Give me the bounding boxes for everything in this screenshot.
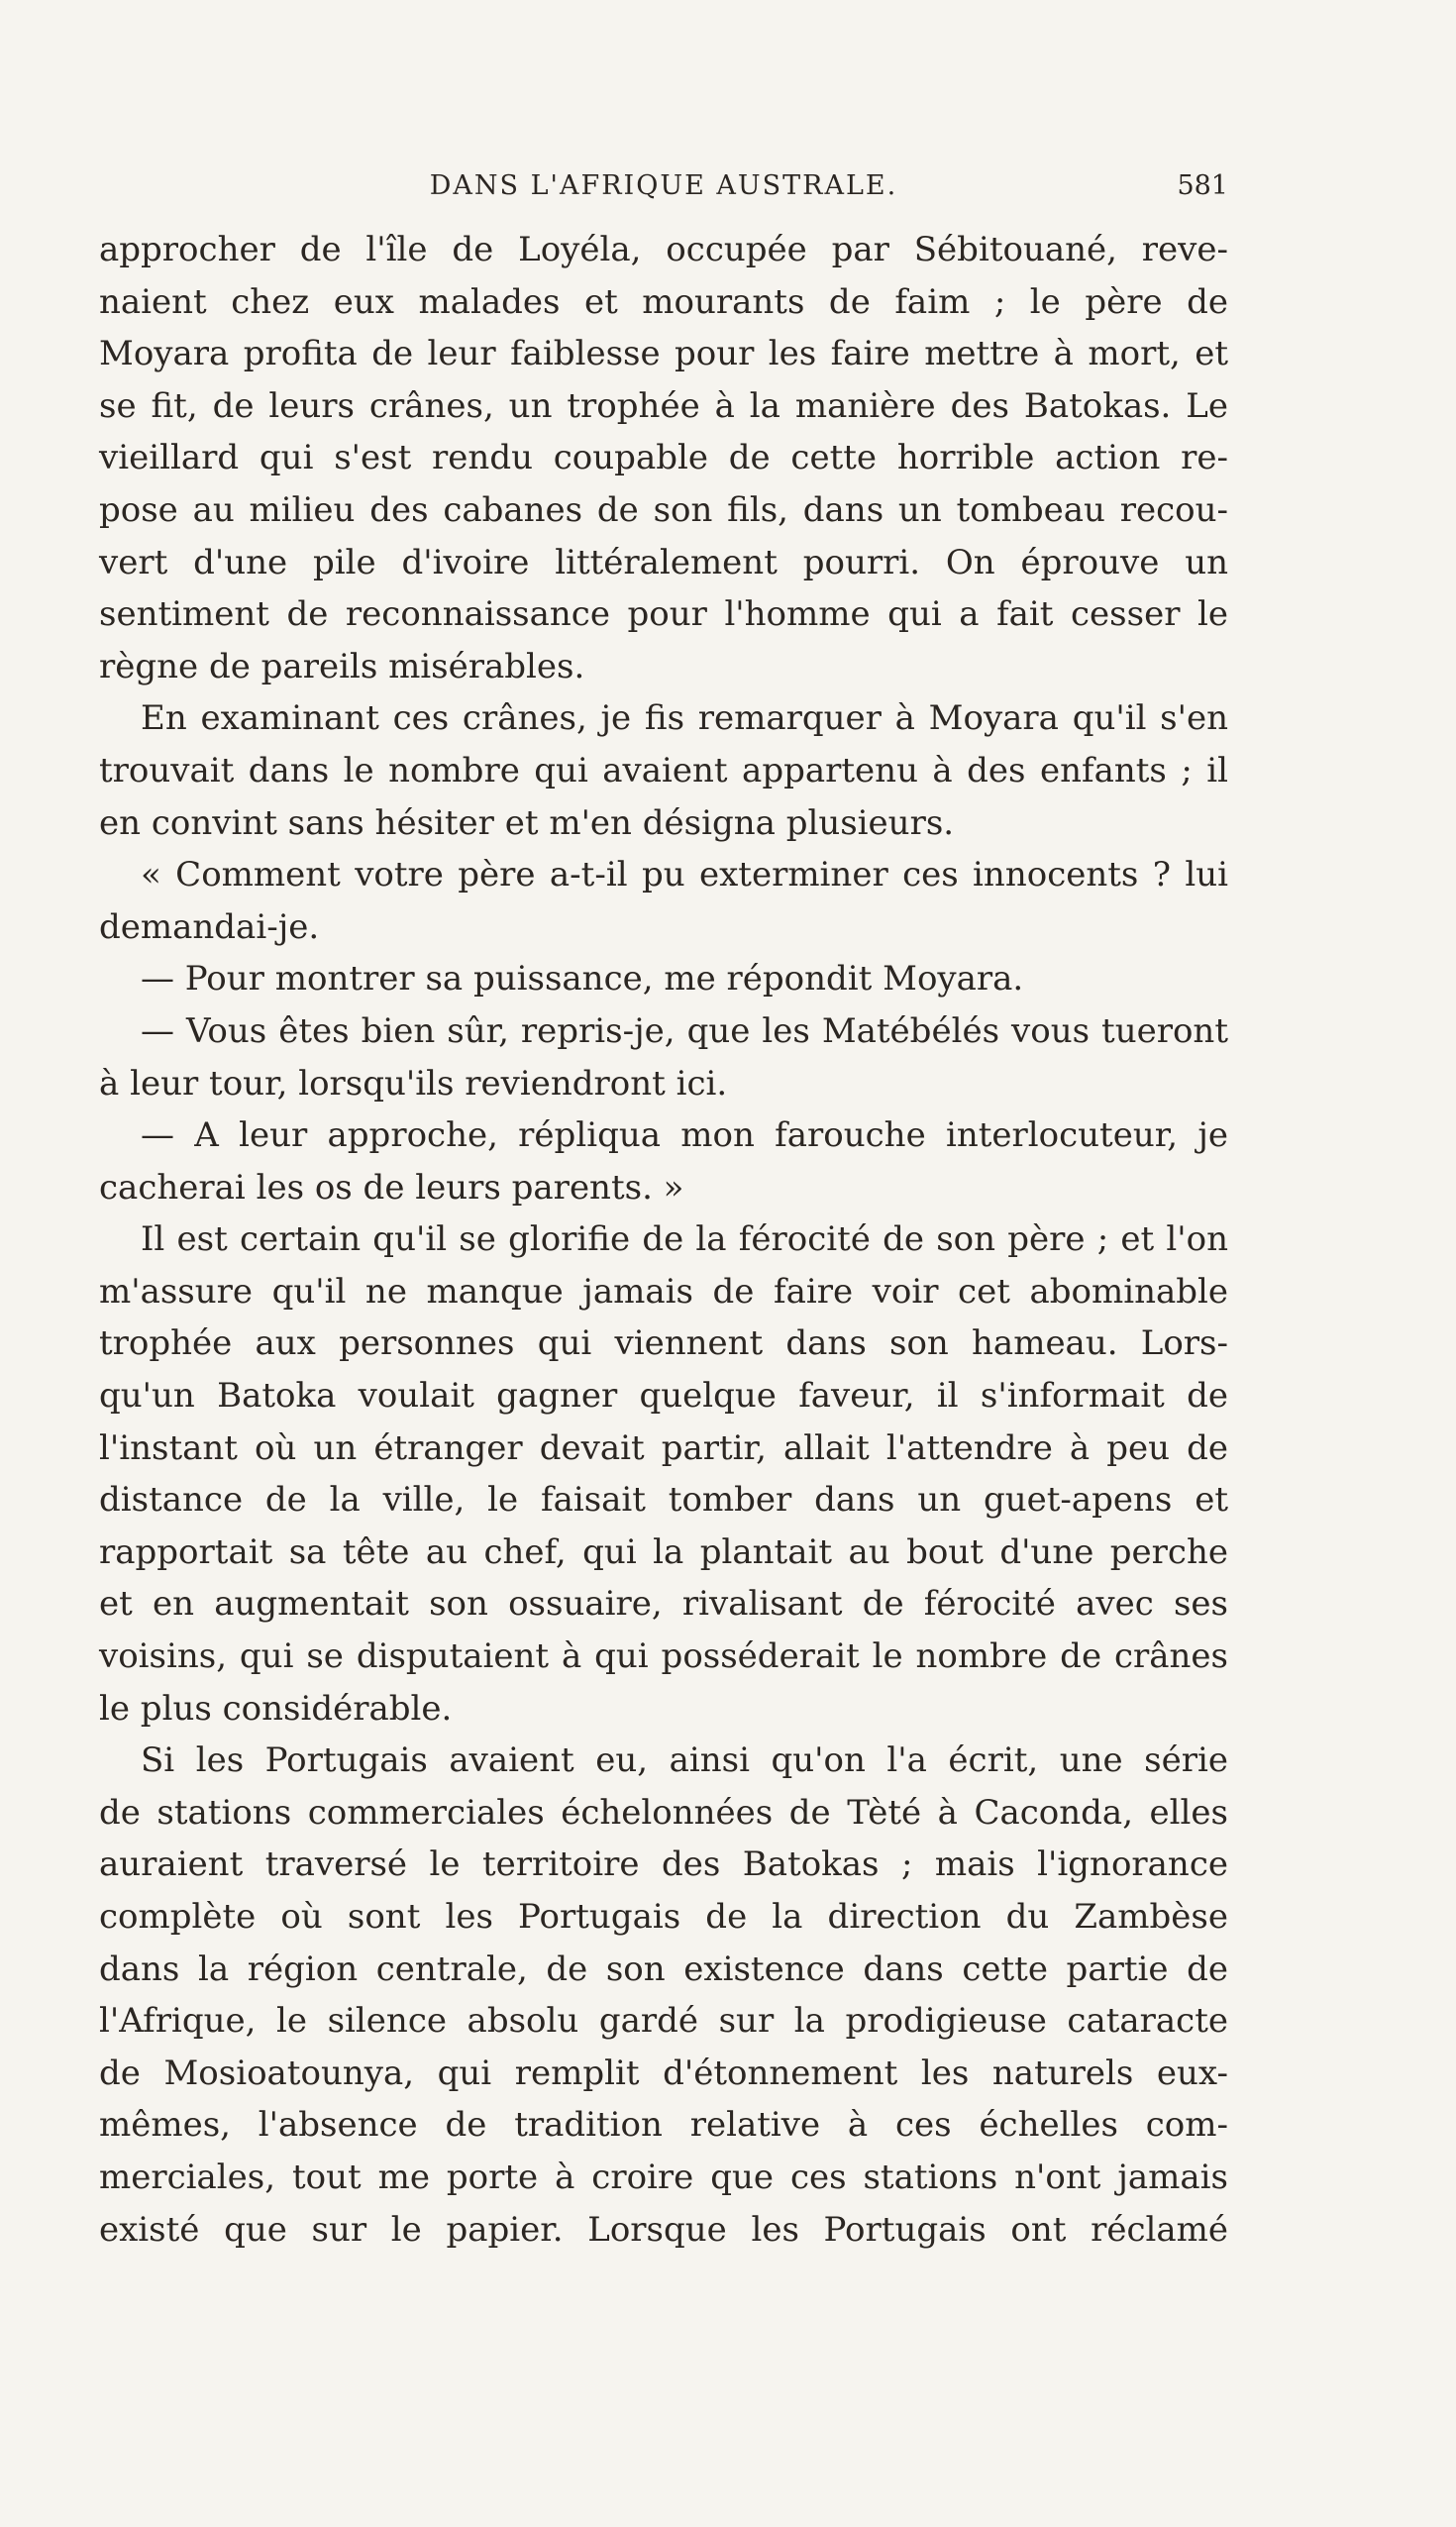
text-line: le plus considérable. — [99, 1688, 453, 1729]
text-line: cacherai les os de leurs parents. » — [99, 1167, 684, 1208]
text-line: Moyara profita de leur faiblesse pour les faire mettre à mort, et — [99, 334, 1228, 374]
text-line: trophée aux personnes qui viennent dans son hameau. Lors- — [99, 1323, 1228, 1364]
text-line: merciales, tout me porte à croire que ces stations n'ont jamais — [99, 2157, 1228, 2197]
text-line: — A leur approche, répliqua mon farouche interlocuteur, je — [141, 1115, 1228, 1156]
text-line: trouvait dans le nombre qui avaient appartenu à des enfants ; il — [99, 750, 1228, 790]
text-line: distance de la ville, le faisait tomber dans un guet-apens et — [99, 1480, 1228, 1521]
text-line: sentiment de reconnaissance pour l'homme qui a fait cesser le — [99, 594, 1228, 635]
text-line: demandai-je. — [99, 906, 320, 947]
paragraph — [99, 1005, 1228, 1109]
text-line: « Comment votre père a-t-il pu exterminer ces innocents ? lui — [141, 855, 1228, 895]
running-head — [99, 166, 1228, 206]
text-line: règne de pareils misérables. — [99, 646, 585, 686]
text-line: en convint sans hésiter et m'en désigna plusieurs. — [99, 802, 955, 843]
running-title: DANS L'AFRIQUE AUSTRALE. — [429, 170, 898, 201]
text-line: vert d'une pile d'ivoire littéralement pourri. On éprouve un — [99, 542, 1228, 582]
paragraph — [99, 692, 1228, 849]
text-line: mêmes, l'absence de tradition relative à ces échelles com- — [99, 2105, 1228, 2146]
text-line: se fit, de leurs crânes, un trophée à la manière des Batokas. Le — [99, 385, 1228, 426]
paragraph — [99, 1109, 1228, 1213]
text-line: — Vous êtes bien sûr, repris-je, que les Matébélés vous tueront — [141, 1010, 1228, 1051]
text-line: et en augmentait son ossuaire, rivalisant de férocité avec ses — [99, 1584, 1228, 1625]
text-line: de Mosioatounya, qui remplit d'étonnement les naturels eux- — [99, 2053, 1228, 2093]
text-line: pose au milieu des cabanes de son fils, dans un tombeau recou- — [99, 489, 1228, 530]
text-line: existé que sur le papier. Lorsque les Portugais ont réclamé — [99, 2209, 1228, 2250]
text-line: Il est certain qu'il se glorifie de la férocité de son père ; et l'on — [141, 1219, 1228, 1260]
paragraph — [99, 1213, 1228, 1735]
text-line: qu'un Batoka voulait gagner quelque faveur, il s'informait de — [99, 1376, 1228, 1417]
text-line: l'instant où un étranger devait partir, allait l'attendre à peu de — [99, 1427, 1228, 1468]
text-line: complète où sont les Portugais de la direction du Zambèse — [99, 1897, 1228, 1937]
text-line: rapportait sa tête au chef, qui la plantait au bout d'une perche — [99, 1531, 1228, 1572]
text-line: approcher de l'île de Loyéla, occupée par Sébitouané, reve- — [99, 230, 1228, 269]
text-line: m'assure qu'il ne manque jamais de faire voir cet abominable — [99, 1271, 1228, 1312]
body-text — [99, 224, 1228, 2256]
text-line: — Pour montrer sa puissance, me répondit Moyara. — [141, 959, 1024, 1000]
paragraph — [99, 849, 1228, 953]
text-line: voisins, qui se disputaient à qui posséderait le nombre de crânes — [99, 1636, 1228, 1677]
text-line: à leur tour, lorsqu'ils reviendront ici. — [99, 1063, 728, 1104]
text-line: auraient traversé le territoire des Batokas ; mais l'ignorance — [99, 1844, 1228, 1885]
text-line: Si les Portugais avaient eu, ainsi qu'on l'a écrit, une série — [141, 1740, 1228, 1781]
paragraph — [99, 953, 1228, 1005]
text-line: de stations commerciales échelonnées de Tèté à Caconda, elles — [99, 1792, 1228, 1833]
text-line: En examinant ces crânes, je fis remarquer à Moyara qu'il s'en — [141, 698, 1228, 739]
text-line: dans la région centrale, de son existence dans cette partie de — [99, 1948, 1228, 1989]
paragraph — [99, 1735, 1228, 2256]
page-number: 581 — [1177, 170, 1228, 201]
text-line: l'Afrique, le silence absolu gardé sur la prodigieuse cataracte — [99, 2001, 1228, 2042]
text-line: naient chez eux malades et mourants de faim ; le père de — [99, 281, 1228, 322]
text-line: vieillard qui s'est rendu coupable de cette horrible action re- — [99, 438, 1228, 478]
paragraph — [99, 224, 1228, 692]
